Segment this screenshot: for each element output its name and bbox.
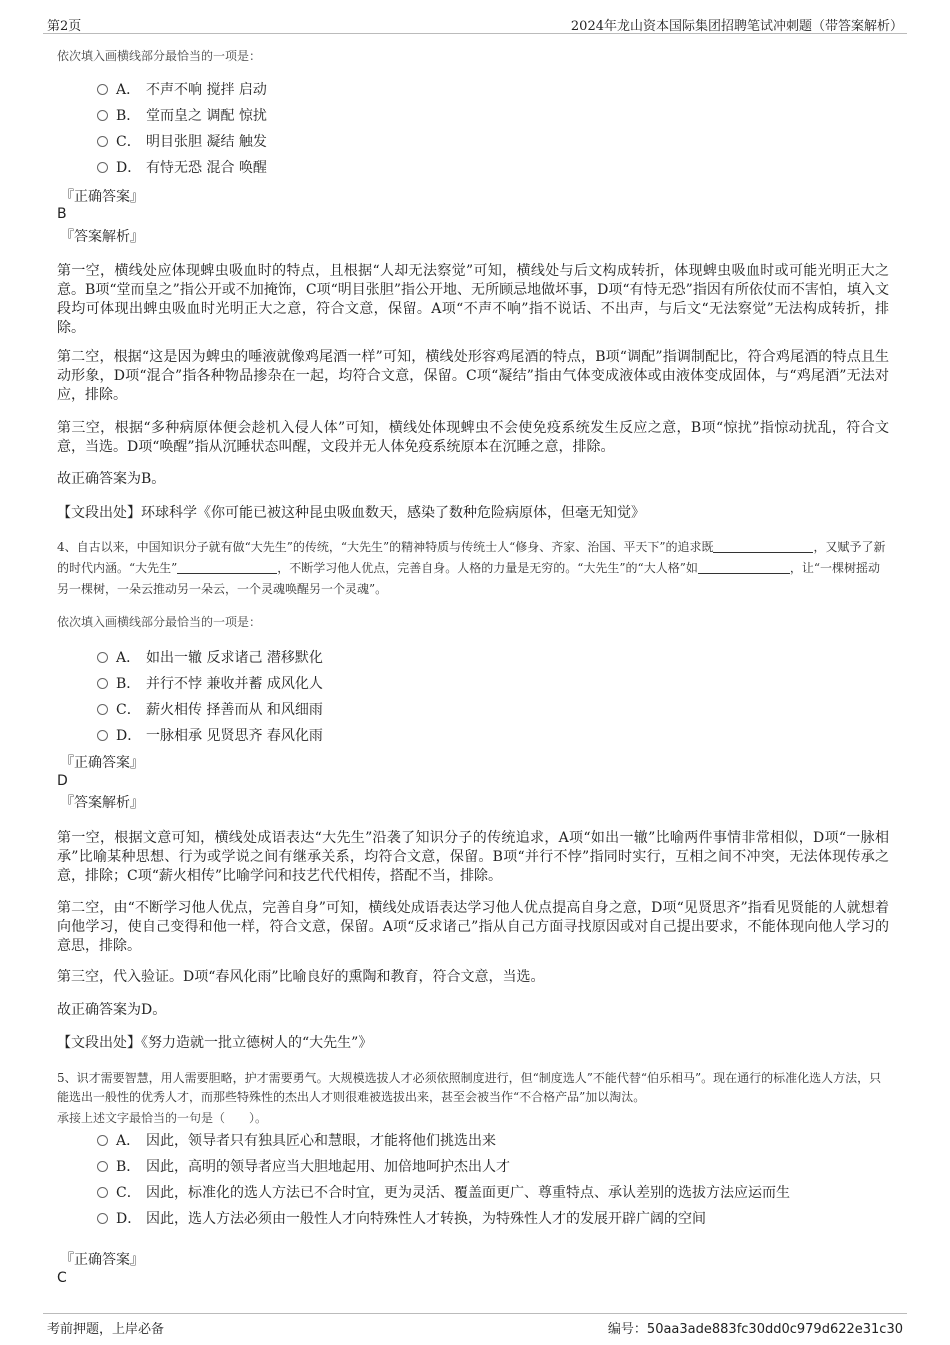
- footer-slogan: 考前押题，上岸必备: [47, 1322, 165, 1337]
- q5-option-d[interactable]: D． 因此，选人方法必须由一般性人才向特殊性人才转换，为特殊性人才的发展开辟广阔的空间: [97, 1209, 706, 1229]
- q4-answer-label: 『正确答案』: [60, 755, 144, 771]
- q4-analysis-para-4: 故正确答案为D。: [57, 1002, 167, 1018]
- radio-icon[interactable]: [97, 1161, 108, 1172]
- q4-analysis-label: 『答案解析』: [60, 795, 144, 811]
- q4-source: 【文段出处】《努力造就一批立德树人的“大先生”》: [57, 1035, 373, 1051]
- q4-analysis-para-2: 第二空，由“不断学习他人优点，完善自身”可知，横线处成语表达学习他人优点提高自身之意，D项“见贤思齐”指看见贤能的人就想着向他学习，使自己变得和他一样，符合文意，保留。A项“反求诸己”指从自己方面寻找原因或对自己提出要求，不能体现向他人学习的意思，排除。: [57, 900, 889, 954]
- q5-option-c[interactable]: C． 因此，标准化的选人方法已不合时宜，更为灵活、覆盖面更广、尊重特点、承认差别的选拔方法应运而生: [97, 1183, 790, 1203]
- page-header: [43, 13, 907, 34]
- document-code: 编号：50aa3ade883fc30dd0c979d622e31c30: [607, 1322, 903, 1337]
- q3-analysis-para-3: 第三空，根据“多种病原体便会趁机入侵人体”可知，横线处体现蜱虫不会使免疫系统发生反应之意，B项“惊扰”指惊动扰乱，符合文意，当选。D项“唤醒”指从沉睡状态叫醒，文段并无人体免疫系统原本在沉睡之意，排除。: [57, 420, 889, 455]
- q3-option-a[interactable]: A． 不声不响 搅拌 启动: [97, 80, 267, 100]
- q3-analysis-label: 『答案解析』: [60, 229, 144, 245]
- page-number: 第2页: [47, 19, 82, 34]
- q5-answer: C: [57, 1270, 67, 1286]
- radio-icon[interactable]: [97, 1187, 108, 1198]
- q5-answer-label: 『正确答案』: [60, 1252, 144, 1268]
- q4-option-c[interactable]: C． 薪火相传 择善而从 和风细雨: [97, 700, 323, 720]
- q3-option-d[interactable]: D． 有恃无恐 混合 唤醒: [97, 158, 267, 178]
- answer-blank-3: [698, 559, 790, 574]
- q3-answer-label: 『正确答案』: [60, 189, 144, 205]
- radio-icon[interactable]: [97, 652, 108, 663]
- q4-instruction: 依次填入画横线部分最恰当的一项是：: [57, 615, 262, 629]
- q4-option-b[interactable]: B． 并行不悖 兼收并蓄 成风化人: [97, 674, 323, 694]
- document-title: 2024年龙山资本国际集团招聘笔试冲刺题（带答案解析）: [570, 19, 903, 34]
- q3-option-c[interactable]: C． 明目张胆 凝结 触发: [97, 132, 267, 152]
- radio-icon[interactable]: [97, 730, 108, 741]
- q5-instruction: 承接上述文字最恰当的一句是（ ）。: [57, 1111, 268, 1125]
- radio-icon[interactable]: [97, 136, 108, 147]
- q4-analysis-para-1: 第一空，根据文意可知，横线处成语表达“大先生”沿袭了知识分子的传统追求，A项“如出一辙”比喻两件事情非常相似，D项“一脉相承”比喻某种思想、行为或学说之间有继承关系，均符合文意，保留。B项“并行不悖”指同时实行，互相之间不冲突，无法体现传承之意，排除；C项“薪火相传”比喻学问和技艺代代相传，搭配不当，排除。: [57, 830, 889, 884]
- radio-icon[interactable]: [97, 84, 108, 95]
- page-footer: [43, 1313, 907, 1336]
- q3-instruction: 依次填入画横线部分最恰当的一项是：: [57, 49, 262, 63]
- q3-source: 【文段出处】环球科学《你可能已被这种昆虫吸血数天，感染了数种危险病原体，但毫无知觉》: [57, 505, 645, 521]
- radio-icon[interactable]: [97, 162, 108, 173]
- q3-analysis-para-1: 第一空，横线处应体现蜱虫吸血时的特点，且根据“人却无法察觉”可知，横线处与后文构成转折，体现蜱虫吸血时或可能光明正大之意。B项“堂而皇之”指公开或不加掩饰，C项“明目张胆”指公开地、无所顾忌地做坏事，D项“有恃无恐”指因有所依仗而不害怕，填入文段均可体现出蜱虫吸血时光明正大之意，符合文意，保留。A项“不声不响”指不说话、不出声，与后文“无法察觉”无法构成转折，排除。: [57, 263, 889, 336]
- radio-icon[interactable]: [97, 1135, 108, 1146]
- answer-blank-2: [177, 559, 277, 574]
- q3-analysis-para-2: 第二空，根据“这是因为蜱虫的唾液就像鸡尾酒一样”可知，横线处形容鸡尾酒的特点，B项“调配”指调制配比，符合鸡尾酒的特点且生动形象，D项“混合”指各种物品掺杂在一起，均符合文意，保留。C项“凝结”指由气体变成液体或由液体变成固体，与“鸡尾酒”无法对应，排除。: [57, 349, 889, 403]
- q4-analysis-para-3: 第三空，代入验证。D项“春风化雨”比喻良好的熏陶和教育，符合文意，当选。: [57, 969, 545, 985]
- q3-answer: B: [57, 206, 67, 222]
- q4-option-d[interactable]: D． 一脉相承 见贤思齐 春风化雨: [97, 726, 323, 746]
- radio-icon[interactable]: [97, 704, 108, 715]
- radio-icon[interactable]: [97, 110, 108, 121]
- q4-option-a[interactable]: A． 如出一辙 反求诸己 潜移默化: [97, 648, 323, 668]
- q5-stem: 5、识才需要智慧，用人需要胆略，护才需要勇气。大规模选拔人才必须依照制度进行，但“制度选人”不能代替“伯乐相马”。现在通行的标准化选人方法，只能选出一般性的优秀人才，而那些特殊性的杰出人才则很难被选拔出来，甚至会被当作“不合格产品”加以淘汰。: [57, 1071, 882, 1104]
- answer-blank-1: [713, 538, 813, 553]
- q4-stem: 4、自古以来，中国知识分子就有做“大先生”的传统，“大先生”的精神特质与传统士人“修身、齐家、治国、平天下”的追求既 ，又赋予了新的时代内涵。“大先生” ，不断学习他人优点，完善自身。人格的力量是无穷的。“大先生”的“大人格”如 ，让“一棵树摇动另一棵树，一朵云推动另一朵云，一个灵魂唤醒另一个灵魂”。: [57, 540, 886, 596]
- q3-analysis-para-4: 故正确答案为B。: [57, 471, 166, 487]
- q4-answer: D: [57, 773, 68, 789]
- radio-icon[interactable]: [97, 1213, 108, 1224]
- q5-option-b[interactable]: B． 因此，高明的领导者应当大胆地起用、加倍地呵护杰出人才: [97, 1157, 510, 1177]
- q5-option-a[interactable]: A． 因此，领导者只有独具匠心和慧眼，才能将他们挑选出来: [97, 1131, 496, 1151]
- q3-option-b[interactable]: B． 堂而皇之 调配 惊扰: [97, 106, 267, 126]
- radio-icon[interactable]: [97, 678, 108, 689]
